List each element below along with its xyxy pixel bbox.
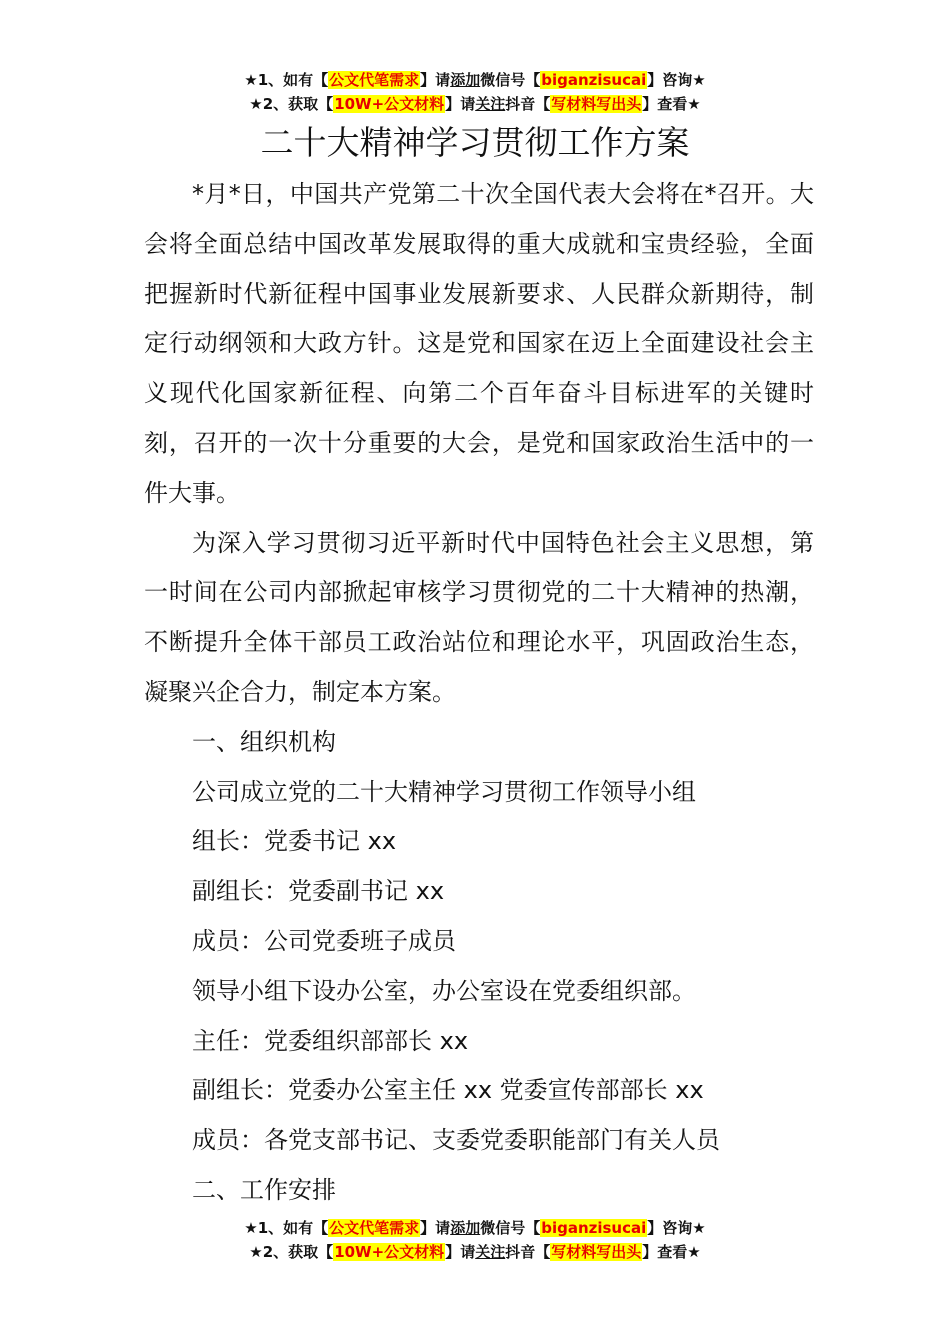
promo-line-1: ★1、如有【公文代笔需求】请添加微信号【biganzisucai】咨询★ [244, 71, 706, 89]
body-line: 成员：公司党委班子成员 [192, 926, 456, 955]
section-heading: 二、工作安排 [192, 1175, 336, 1204]
body-line: 副组长：党委办公室主任 xx 党委宣传部部长 xx [192, 1076, 704, 1105]
section-heading: 一、组织机构 [192, 727, 336, 756]
promo-highlight: 10W+公文材料 [334, 1243, 445, 1261]
body-paragraph: *月*日，中国共产党第二十次全国代表大会将在*召开。大会将全面总结中国改革发展取得的重大成就和宝贵经验，全面把握新时代新征程中国事业发展新要求、人民群众新期待，制定行动纲领和大政方针。这是党和国家在迈上全面建设社会主义现代化国家新征程、向第二个百年奋斗目标进军的关键时刻，召开的一次十分重要的大会，是党和国家政治生活中的一件大事。 [144, 180, 814, 507]
promo-highlight: 10W+公文材料 [334, 95, 445, 113]
promo-highlight: 写材料写出头 [551, 95, 642, 113]
body-line: 公司成立党的二十大精神学习贯彻工作领导小组 [192, 777, 696, 806]
promo-line-2: ★2、获取【10W+公文材料】请关注抖音【写材料写出头】查看★ [249, 95, 701, 113]
body-paragraph: 为深入学习贯彻习近平新时代中国特色社会主义思想，第一时间在公司内部掀起审核学习贯彻党的二十大精神的热潮，不断提升全体干部员工政治站位和理论水平，巩固政治生态，凝聚兴企合力，制定本方案。 [144, 528, 814, 706]
promo-highlight: biganzisucai [541, 71, 647, 89]
promo-highlight: 公文代笔需求 [329, 71, 420, 89]
document-title: 二十大精神学习贯彻工作方案 [260, 123, 690, 162]
promo-highlight: 写材料写出头 [551, 1243, 642, 1261]
body-line: 主任：党委组织部部长 xx [192, 1026, 469, 1055]
promo-underline: 关注 [475, 1243, 506, 1261]
promo-line-1: ★1、如有【公文代笔需求】请添加微信号【biganzisucai】咨询★ [244, 1219, 706, 1237]
promo-underline: 添加 [450, 1219, 481, 1237]
header-promo-banner [0, 68, 950, 116]
promo-underline: 关注 [475, 95, 506, 113]
document-body [144, 170, 814, 1216]
promo-line-2: ★2、获取【10W+公文材料】请关注抖音【写材料写出头】查看★ [249, 1243, 701, 1261]
body-line: 副组长：党委副书记 xx [192, 877, 445, 906]
promo-highlight: 公文代笔需求 [329, 1219, 420, 1237]
body-line: 领导小组下设办公室，办公室设在党委组织部。 [192, 976, 696, 1005]
footer-promo-banner [0, 1216, 950, 1264]
body-line: 组长：党委书记 xx [192, 827, 397, 856]
body-line: 成员：各党支部书记、支委党委职能部门有关人员 [192, 1126, 720, 1155]
promo-underline: 添加 [450, 71, 481, 89]
promo-highlight: biganzisucai [541, 1219, 647, 1237]
